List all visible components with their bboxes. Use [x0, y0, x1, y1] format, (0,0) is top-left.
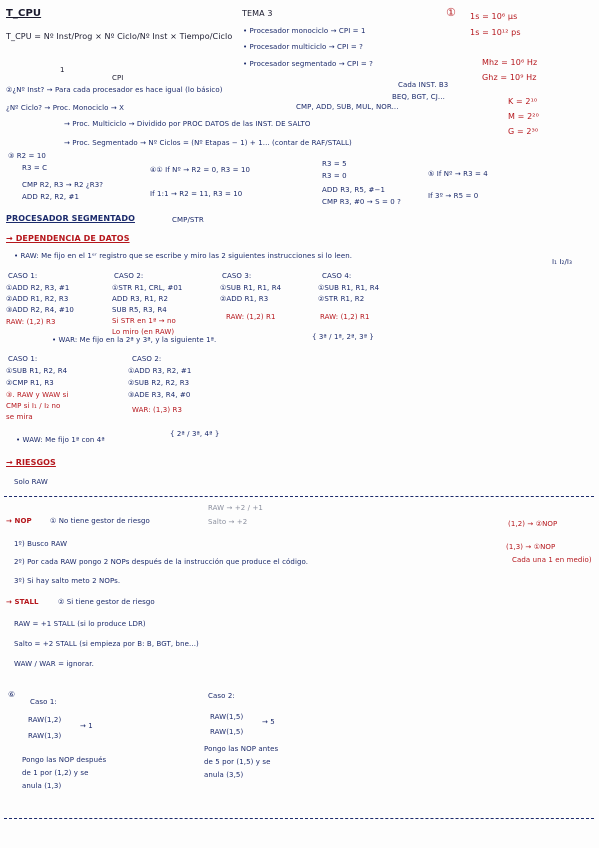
riesgos-title: → RIESGOS	[6, 458, 56, 467]
nop-gray-raw: RAW → +2 / +1	[208, 504, 263, 512]
power-g: G = 2³⁰	[508, 127, 539, 136]
tcpu-formula: T_CPU = Nº Inst/Prog × Nº Ciclo/Nº Inst × Tiempo/Ciclo	[6, 32, 233, 41]
cmp-r3: CMP R3, #0 → S = 0 ?	[322, 198, 401, 206]
brace-if-11: If 1:1 → R2 = 11, R3 = 10	[150, 190, 243, 198]
stall-title: → STALL	[6, 598, 39, 606]
b-caso1-l1: ①SUB R1, R2, R4	[6, 367, 68, 375]
multiciclo-line: → Proc. Multiciclo → Dividido por PROC DATOS de las INST. DE SALTO	[64, 120, 311, 128]
caso2-l5: Lo miro (en RAW)	[112, 328, 175, 336]
nop-gray-salto: Salto → +2	[208, 518, 248, 526]
caso1-title: CASO 1:	[8, 272, 38, 280]
seg-title: PROCESADOR SEGMENTADO	[6, 214, 135, 223]
stall-salto: Salto = +2 STALL (si empieza por B: B, BGT, bne...)	[14, 640, 199, 648]
b-caso1-l3: ③. RAW y WAW si	[6, 391, 69, 399]
case1-text3: anula (1,3)	[22, 782, 62, 790]
nop-desc: ① No tiene gestor de riesgo	[50, 517, 150, 525]
caso3-l1: ①SUB R1, R1, R4	[220, 284, 282, 292]
caso1-l2: ②ADD R1, R2, R3	[6, 295, 69, 303]
case1-title: Caso 1:	[30, 698, 57, 706]
case1-raw12: RAW(1,2)	[28, 716, 62, 724]
note-inst-b3: Cada INST. B3	[398, 81, 449, 89]
nop-step2: 2º) Por cada RAW pongo 2 NOPs después de la instrucción que produce el código.	[14, 558, 309, 566]
b-caso2-l4: WAR: (1,3) R3	[132, 406, 182, 414]
bottom-divider	[4, 818, 594, 819]
cmp-list: CMP, ADD, SUB, MUL, NOR...	[296, 103, 399, 111]
b-caso1-l2: ②CMP R1, R3	[6, 379, 54, 387]
nop-step1: 1º) Busco RAW	[14, 540, 68, 548]
waw-rule: • WAW: Me fijo 1ª con 4ª	[16, 436, 105, 444]
war-rule: • WAR: Me fijo en la 2ª y 3ª, y la siguiente 1ª.	[52, 336, 217, 344]
case2-raw15a: RAW(1,5)	[210, 713, 244, 721]
tcpu-title: T_CPU	[6, 8, 42, 19]
seg-subtitle: CMP/STR	[172, 216, 204, 224]
units-ps: 1s = 10¹² ps	[470, 28, 521, 37]
stall-waw-war: WAW / WAR = ignorar.	[14, 660, 94, 668]
b-caso1-l5: se mira	[6, 413, 33, 421]
nop-red-12: (1,2) → ②NOP	[508, 520, 558, 528]
caso4-l1: ①SUB R1, R1, R4	[318, 284, 380, 292]
caso4-l3: RAW: (1,2) R1	[320, 313, 370, 321]
formula-sub-2: CPI	[112, 74, 124, 82]
stall-desc: ② Si tiene gestor de riesgo	[58, 598, 155, 606]
brace-if-no: ④① If Nº → R2 = 0, R3 = 10	[150, 166, 251, 174]
circle-number: ①	[446, 6, 456, 19]
nop-title: → NOP	[6, 517, 32, 525]
ninst-line: ②¿Nº Inst? → Para cada procesador es hace igual (lo básico)	[6, 86, 223, 94]
nop-step3: 3º) Si hay salto meto 2 NOPs.	[14, 577, 121, 585]
r3-0: R3 = 0	[322, 172, 347, 180]
caso4-title: CASO 4:	[322, 272, 352, 280]
b-caso1-title: CASO 1:	[8, 355, 38, 363]
caso2-l2: ADD R3, R1, R2	[112, 295, 169, 303]
case2-arrow: → 5	[262, 718, 275, 726]
units-us: 1s = 10⁶ µs	[470, 12, 518, 21]
r2-assign: ③ R2 = 10	[8, 152, 46, 160]
case2-title: Caso 2:	[208, 692, 235, 700]
case2-text1: Pongo las NOP antes	[204, 745, 279, 753]
units-ghz: Ghz = 10⁹ Hz	[482, 73, 537, 82]
caso2-l4: Si STR en 1ª → no	[112, 317, 176, 325]
cmp-r2-r3: CMP R2, R3 → R2 ¿R3?	[22, 181, 104, 189]
r3-5: R3 = 5	[322, 160, 347, 168]
cpi-monociclo: • Procesador monociclo → CPI = 1	[243, 27, 366, 35]
tema-title: TEMA 3	[242, 9, 273, 18]
b-caso1-l4: CMP si I₁ / I₂ no	[6, 402, 61, 410]
note-beq: BEQ, BGT, CJ...	[392, 93, 445, 101]
cases-num: ⑥	[8, 690, 16, 699]
nciclo-line: ¿Nº Ciclo? → Proc. Monociclo → X	[6, 104, 125, 112]
stall-raw: RAW = +1 STALL (si lo produce LDR)	[14, 620, 146, 628]
caso1-l3: ③ADD R2, R4, #10	[6, 306, 74, 314]
case1-text1: Pongo las NOP después	[22, 756, 107, 764]
caso2-l1: ①STR R1, CRL, #01	[112, 284, 183, 292]
power-k: K = 2¹⁰	[508, 97, 538, 106]
dep-title: → DEPENDENCIA DE DATOS	[6, 234, 130, 243]
units-mhz: Mhz = 10⁶ Hz	[482, 58, 538, 67]
caso4-l2: ②STR R1, R2	[318, 295, 365, 303]
brace-r5-0: If 3º → R5 = 0	[428, 192, 479, 200]
caso3-title: CASO 3:	[222, 272, 252, 280]
b-caso2-l1: ①ADD R3, R2, #1	[128, 367, 192, 375]
formula-sub-1: 1	[60, 66, 65, 74]
add-r2: ADD R2, R2, #1	[22, 193, 80, 201]
case1-raw13: RAW(1,3)	[28, 732, 62, 740]
case1-text2: de 1 por (1,2) y se	[22, 769, 89, 777]
case1-arrow: → 1	[80, 722, 93, 730]
raw-rule: • RAW: Me fijo en el 1ᵉʳ registro que se escribe y miro las 2 siguientes instrucciones si lo leen.	[14, 252, 353, 260]
brace-r3-4: ⑤ If Nº → R3 = 4	[428, 170, 488, 178]
b-caso2-l2: ②SUB R2, R2, R3	[128, 379, 190, 387]
caso3-l2: ②ADD R1, R3	[220, 295, 269, 303]
caso2-title: CASO 2:	[114, 272, 144, 280]
caso2-l3: SUB R5, R3, R4	[112, 306, 167, 314]
nop-red-13: (1,3) → ①NOP	[506, 543, 556, 551]
b-caso2-title: CASO 2:	[132, 355, 162, 363]
segmentado-line: → Proc. Segmentado → Nº Ciclos = (Nº Etapas − 1) + 1... (contar de RAF/STALL)	[64, 139, 352, 147]
cpi-segmentado: • Procesador segmentado → CPI = ?	[243, 60, 373, 68]
b-caso2-l3: ③ADE R3, R4, #0	[128, 391, 191, 399]
caso1-l4: RAW: (1,2) R3	[6, 318, 56, 326]
add-r3: ADD R3, R5, #−1	[322, 186, 386, 194]
waw-note: { 2ª / 3ª, 4ª }	[170, 430, 220, 438]
r3-assign: R3 = C	[22, 164, 48, 172]
caso3-l3: RAW: (1,2) R1	[226, 313, 276, 321]
riesgos-sub: Solo RAW	[14, 478, 48, 486]
case2-raw15b: RAW(1,5)	[210, 728, 244, 736]
riesgos-divider	[4, 496, 594, 497]
case2-text3: anula (3,5)	[204, 771, 244, 779]
case2-text2: de 5 por (1,5) y se	[204, 758, 271, 766]
nop-red-note: Cada una 1 en medio)	[512, 556, 592, 564]
war-note: { 3ª / 1ª, 2ª, 3ª }	[312, 333, 374, 341]
caso1-l1: ①ADD R2, R3, #1	[6, 284, 70, 292]
side-note: I₁ I₂/I₃	[552, 258, 572, 266]
cpi-multiciclo: • Procesador multiciclo → CPI = ?	[243, 43, 363, 51]
power-m: M = 2²⁰	[508, 112, 539, 121]
